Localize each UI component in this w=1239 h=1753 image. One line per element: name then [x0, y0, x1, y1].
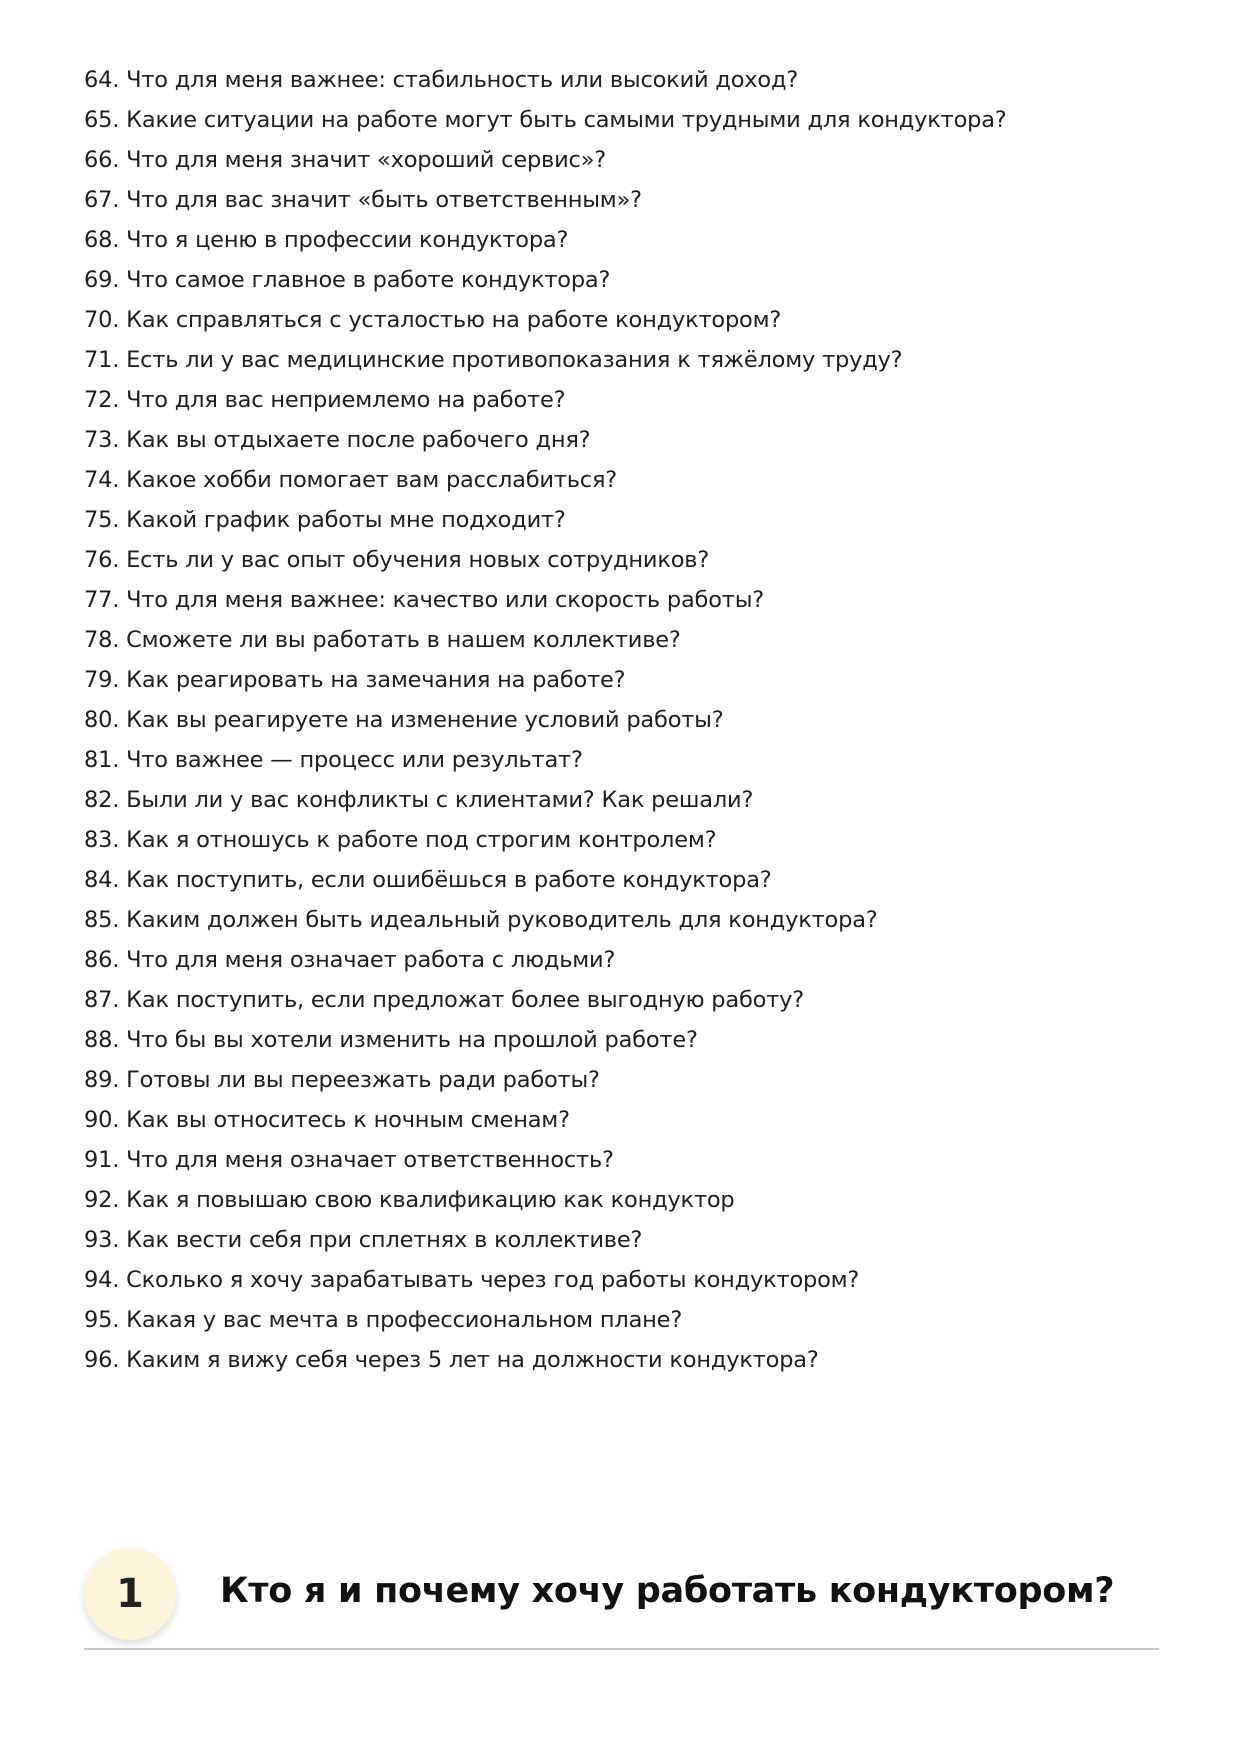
question-item: 72. Что для вас неприемлемо на работе?: [84, 387, 566, 413]
question-item: 68. Что я ценю в профессии кондуктора?: [84, 227, 569, 253]
question-item: 71. Есть ли у вас медицинские противопоказания к тяжёлому труду?: [84, 347, 903, 373]
question-list: [84, 60, 1164, 1380]
question-item: 77. Что для меня важнее: качество или скорость работы?: [84, 587, 765, 613]
question-item: 69. Что самое главное в работе кондуктора?: [84, 267, 611, 293]
question-item: 81. Что важнее — процесс или результат?: [84, 747, 583, 773]
question-item: 65. Какие ситуации на работе могут быть самыми трудными для кондуктора?: [84, 107, 1007, 133]
question-item: 96. Каким я вижу себя через 5 лет на должности кондуктора?: [84, 1347, 819, 1373]
question-item: 74. Какое хобби помогает вам расслабиться?: [84, 467, 618, 493]
question-item: 91. Что для меня означает ответственность?: [84, 1147, 614, 1173]
question-item: 66. Что для меня значит «хороший сервис»?: [84, 147, 607, 173]
question-item: 84. Как поступить, если ошибёшься в работе кондуктора?: [84, 867, 772, 893]
question-item: 83. Как я отношусь к работе под строгим контролем?: [84, 827, 717, 853]
section-number-badge: 1: [84, 1548, 176, 1640]
section-title: Кто я и почему хочу работать кондуктором?: [220, 1571, 1115, 1611]
question-item: 93. Как вести себя при сплетнях в коллективе?: [84, 1227, 643, 1253]
question-item: 79. Как реагировать на замечания на работе?: [84, 667, 626, 693]
question-item: 82. Были ли у вас конфликты с клиентами? Как решали?: [84, 787, 754, 813]
question-item: 94. Сколько я хочу зарабатывать через год работы кондуктором?: [84, 1267, 860, 1293]
question-item: 67. Что для вас значит «быть ответственным»?: [84, 187, 642, 213]
question-item: 75. Какой график работы мне подходит?: [84, 507, 566, 533]
section-header: [84, 1538, 1159, 1650]
question-item: 95. Какая у вас мечта в профессиональном плане?: [84, 1307, 683, 1333]
question-item: 89. Готовы ли вы переезжать ради работы?: [84, 1067, 600, 1093]
question-item: 70. Как справляться с усталостью на работе кондуктором?: [84, 307, 782, 333]
question-item: 64. Что для меня важнее: стабильность или высокий доход?: [84, 67, 799, 93]
question-item: 86. Что для меня означает работа с людьми?: [84, 947, 616, 973]
question-item: 90. Как вы относитесь к ночным сменам?: [84, 1107, 570, 1133]
question-item: 92. Как я повышаю свою квалификацию как кондуктор: [84, 1187, 735, 1213]
question-item: 78. Сможете ли вы работать в нашем коллективе?: [84, 627, 681, 653]
question-item: 87. Как поступить, если предложат более выгодную работу?: [84, 987, 804, 1013]
question-item: 73. Как вы отдыхаете после рабочего дня?: [84, 427, 591, 453]
question-item: 80. Как вы реагируете на изменение условий работы?: [84, 707, 724, 733]
question-item: 76. Есть ли у вас опыт обучения новых сотрудников?: [84, 547, 710, 573]
question-item: 85. Каким должен быть идеальный руководитель для кондуктора?: [84, 907, 878, 933]
question-item: 88. Что бы вы хотели изменить на прошлой работе?: [84, 1027, 698, 1053]
